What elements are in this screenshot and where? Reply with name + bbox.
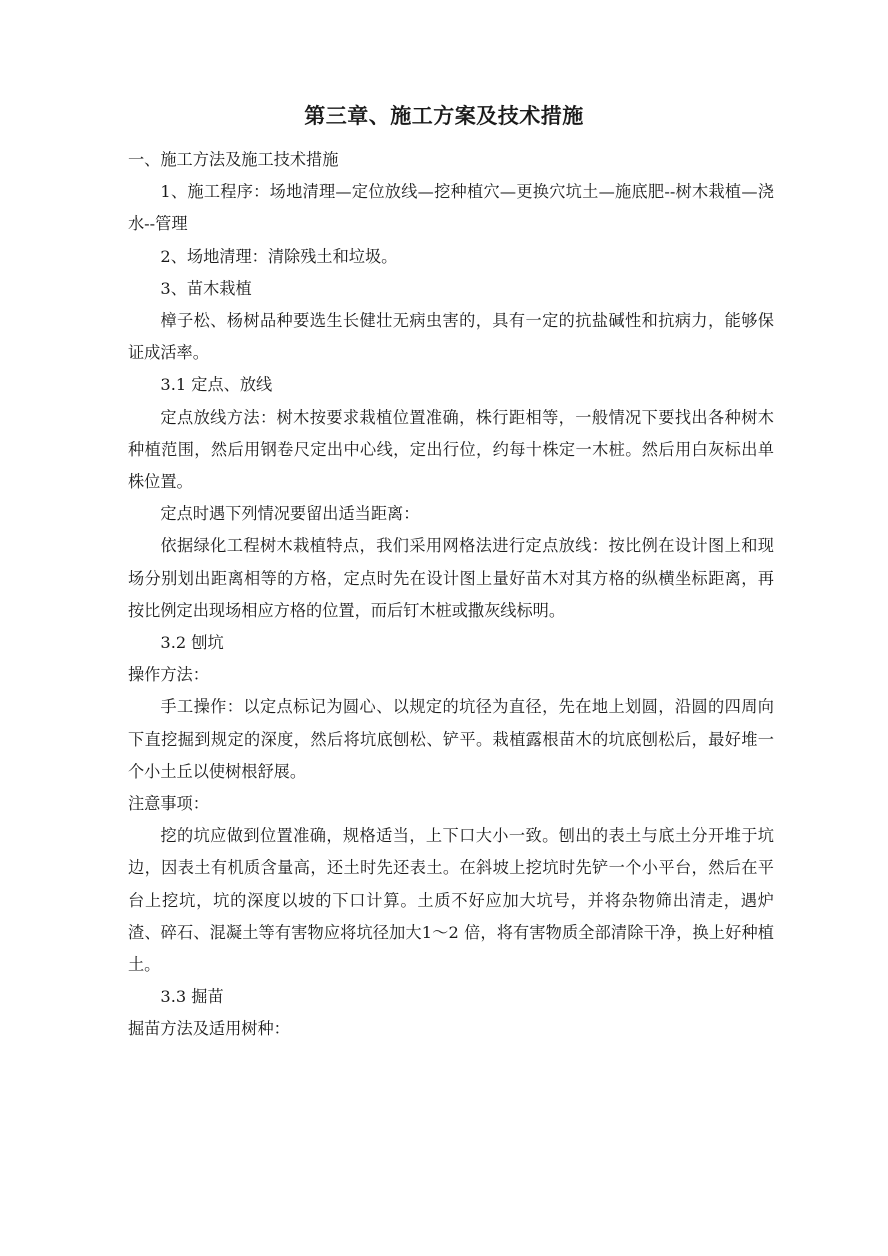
paragraph-positioning-note: 定点时遇下列情况要留出适当距离： <box>160 504 420 524</box>
section-heading: 一、施工方法及施工技术措施 <box>128 150 339 169</box>
paragraph-manual-operation: 手工操作：以定点标记为圆心、以规定的坑径为直径，先在地上划圆，沿圆的四周向下直挖掘到规定的深度，然后将坑底刨松、铲平。栽植露根苗木的坑底刨松后，最好堆一个小土丘以使树根舒展。 <box>128 697 774 781</box>
paragraph-construction-procedure: 1、施工程序：场地清理—定位放线—挖种植穴—更换穴坑土—施底肥--树木栽植—浇水--管理 <box>128 182 774 234</box>
paragraph-grid-method: 依据绿化工程树木栽植特点，我们采用网格法进行定点放线：按比例在设计图上和现场分别划出距离相等的方格，定点时先在设计图上量好苗木对其方格的纵横坐标距离，再按比例定出现场相应方格的位置，而后钉木桩或撒灰线标明。 <box>128 536 774 620</box>
paragraph-species-selection: 樟子松、杨树品种要选生长健壮无病虫害的，具有一定的抗盐碱性和抗病力，能够保证成活率。 <box>128 311 774 363</box>
subheading-lifting-seedlings: 3.3 掘苗 <box>160 987 224 1007</box>
paragraph-site-clearing: 2、场地清理：清除残土和垃圾。 <box>160 246 398 266</box>
subheading-digging-pits: 3.2 刨坑 <box>160 633 224 653</box>
label-operation-method: 操作方法： <box>128 665 209 685</box>
paragraph-positioning-method: 定点放线方法：树木按要求栽植位置准确，株行距相等，一般情况下要找出各种树木种植范围，然后用钢卷尺定出中心线，定出行位，约每十株定一木桩。然后用白灰标出单株位置。 <box>128 407 774 492</box>
chapter-title: 第三章、施工方案及技术措施 <box>304 104 584 128</box>
subheading-seedling-planting: 3、苗木栽植 <box>160 278 252 298</box>
paragraph-pit-precautions: 挖的坑应做到位置准确，规格适当，上下口大小一致。刨出的表土与底土分开堆于坑边，因表土有机质含量高，还土时先还表土。在斜坡上挖坑时先铲一个小平台，然后在平台上挖坑，坑的深度以坡的下口计算。土质不好应加大坑号，并将杂物筛出清走，遇炉渣、碎石、混凝土等有害物应将坑径加大1～2 倍，将有害物质全部清除干净，换上好种植土。 <box>128 826 774 975</box>
document-body <box>128 144 774 1046</box>
label-lifting-methods: 掘苗方法及适用树种： <box>128 1019 290 1039</box>
subheading-positioning: 3.1 定点、放线 <box>160 375 273 395</box>
label-precautions: 注意事项： <box>128 794 209 814</box>
